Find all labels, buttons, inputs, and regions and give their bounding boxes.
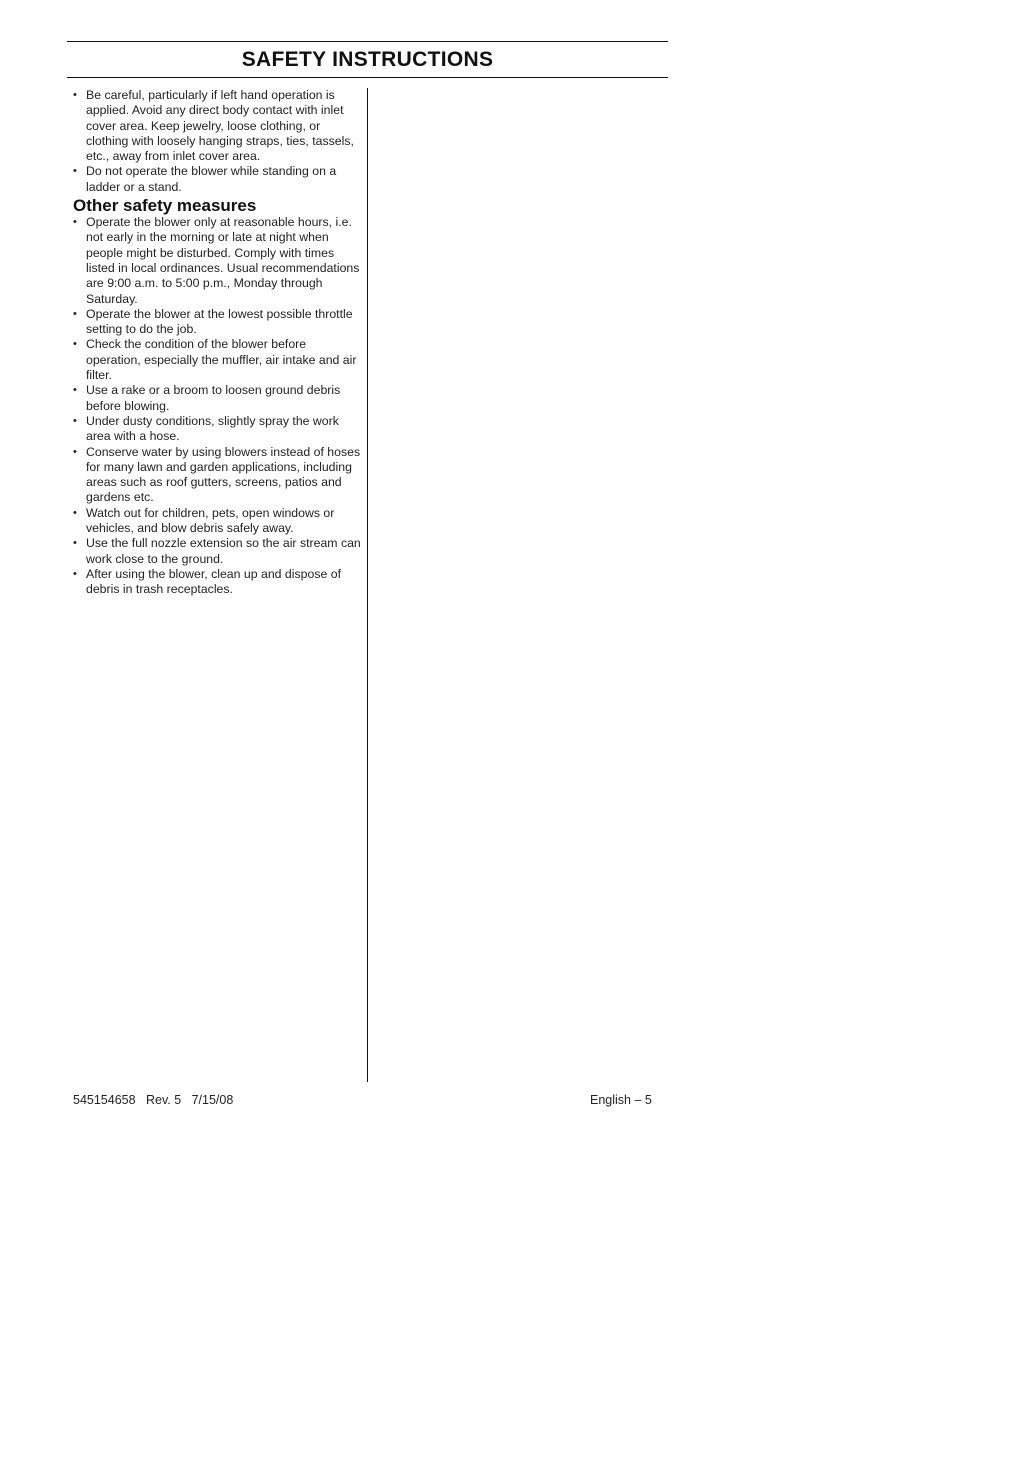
list-item: • Under dusty conditions, slightly spray the work area with a hose. — [73, 414, 363, 445]
list-item: • Be careful, particularly if left hand operation is applied. Avoid any direct body contact with inlet cover area. Keep jewelry, loose clothing, or clothing with loosely hanging straps, ties, tassels, etc., away from inlet cover area. — [73, 88, 363, 164]
list-item: • Operate the blower at the lowest possible throttle setting to do the job. — [73, 307, 363, 338]
page-title: SAFETY INSTRUCTIONS — [241, 48, 494, 71]
header-rule-bottom — [67, 77, 668, 78]
intro-bullet-list — [73, 88, 363, 195]
list-item: • Use a rake or a broom to loosen ground debris before blowing. — [73, 383, 363, 414]
page-number: English – 5 — [590, 1093, 652, 1107]
list-item: • Conserve water by using blowers instead of hoses for many lawn and garden applications, including areas such as roof gutters, screens, patios and gardens etc. — [73, 445, 363, 506]
list-item: • Operate the blower only at reasonable hours, i.e. not early in the morning or late at night when people might be disturbed. Comply with times listed in local ordinances. Usual recommendations are 9:00 a.m. to 5:00 p.m., Monday through Saturday. — [73, 215, 363, 307]
list-item: • Check the condition of the blower before operation, especially the muffler, air intake and air filter. — [73, 337, 363, 383]
document-number: 545154658 Rev. 5 7/15/08 — [73, 1093, 234, 1107]
left-column — [73, 88, 363, 598]
list-item: • Use the full nozzle extension so the air stream can work close to the ground. — [73, 536, 363, 567]
list-item: • Do not operate the blower while standing on a ladder or a stand. — [73, 164, 363, 195]
safety-measures-list — [73, 215, 363, 597]
list-item: • After using the blower, clean up and dispose of debris in trash receptacles. — [73, 567, 363, 598]
section-heading: Other safety measures — [73, 196, 257, 216]
header-rule-top — [67, 41, 668, 42]
column-divider — [367, 88, 368, 1082]
list-item: • Watch out for children, pets, open windows or vehicles, and blow debris safely away. — [73, 506, 363, 537]
